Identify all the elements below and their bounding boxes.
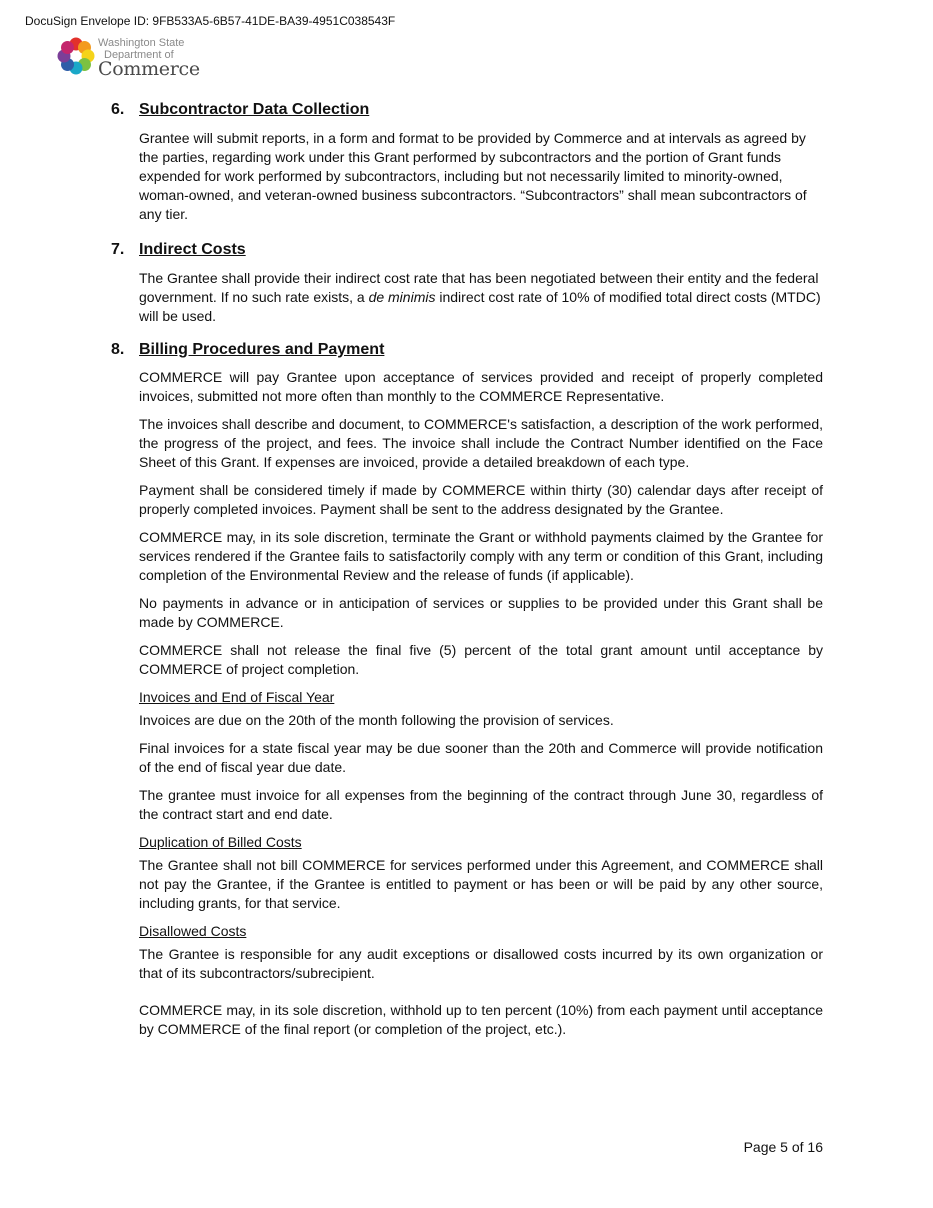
section-6 <box>111 101 823 224</box>
paragraph: Final invoices for a state fiscal year may be due sooner than the 20th and Commerce will provide notification of the end of fiscal year due date. <box>139 740 823 775</box>
section-number: 6. <box>111 101 125 118</box>
paragraph: The invoices shall describe and document, to COMMERCE's satisfaction, a description of the work performed, the progress of the project, and fees. The invoice shall include the Contract Number identified on the Face Sheet of this Grant. If expenses are invoiced, provide a detailed breakdown of each type. <box>139 416 823 470</box>
subsection-heading: Invoices and End of Fiscal Year <box>139 689 335 705</box>
logo-petal <box>61 41 74 54</box>
section-heading <box>111 341 823 359</box>
section-number: 7. <box>111 241 125 258</box>
commerce-logo-icon <box>56 36 96 76</box>
paragraph: COMMERCE may, in its sole discretion, terminate the Grant or withhold payments claimed by the Grantee for services rendered if the Grantee fails to satisfactorily comply with any term or condition of this Grant, including completion of the Environmental Review and the release of funds (if applicable). <box>139 529 823 583</box>
logo-line-3: Commerce <box>98 58 200 80</box>
paragraph: Payment shall be considered timely if made by COMMERCE within thirty (30) calendar days after receipt of properly completed invoices. Payment shall be sent to the address designated by the Grantee. <box>139 482 823 517</box>
section-7 <box>111 241 823 326</box>
section-number: 8. <box>111 341 125 358</box>
page-number: Page 5 of 16 <box>743 1139 823 1155</box>
paragraph: No payments in advance or in anticipation of services or supplies to be provided under this Grant shall be made by COMMERCE. <box>139 595 823 630</box>
paragraph: The Grantee shall not bill COMMERCE for services performed under this Agreement, and COMMERCE shall not pay the Grantee, if the Grantee is entitled to payment or has been or will be paid by any other source, including grants, for that service. <box>139 857 823 911</box>
docusign-envelope-id: DocuSign Envelope ID: 9FB533A5-6B57-41DE-BA39-4951C038543F <box>25 14 396 28</box>
section-heading <box>111 101 823 119</box>
logo-line-2: Department of <box>104 49 174 61</box>
logo-line-1: Washington State <box>98 37 185 49</box>
section-title: Billing Procedures and Payment <box>139 341 385 358</box>
paragraph: The Grantee shall provide their indirect cost rate that has been negotiated between their entity and the federal government. If no such rate exists, a de minimis indirect cost rate of 10% of modified total direct costs (MTDC) will be used. <box>139 270 821 324</box>
paragraph: COMMERCE will pay Grantee upon acceptance of services provided and receipt of properly completed invoices, submitted not more often than monthly to the COMMERCE Representative. <box>139 369 823 404</box>
section-heading <box>111 241 823 259</box>
paragraph: The grantee must invoice for all expenses from the beginning of the contract through June 30, regardless of the contract start and end date. <box>139 787 823 822</box>
subsection-heading: Disallowed Costs <box>139 923 247 939</box>
subsection-heading: Duplication of Billed Costs <box>139 834 302 850</box>
section-8 <box>111 341 823 1039</box>
logo-center <box>71 51 81 61</box>
paragraph: COMMERCE may, in its sole discretion, withhold up to ten percent (10%) from each payment until acceptance by COMMERCE of the final report (or completion of the project, etc.). <box>139 1002 823 1037</box>
section-title: Indirect Costs <box>139 241 246 258</box>
paragraph: Grantee will submit reports, in a form and format to be provided by Commerce and at intervals as agreed by the parties, regarding work under this Grant performed by subcontractors and the portion of Grant funds expended for work performed by subcontractors, including but not necessarily limited to minority-owned, woman-owned, and veteran-owned business subcontractors. “Subcontractors” shall mean subcontractors of any tier. <box>139 130 807 222</box>
paragraph: Invoices are due on the 20th of the month following the provision of services. <box>139 712 614 728</box>
paragraph: The Grantee is responsible for any audit exceptions or disallowed costs incurred by its own organization or that of its subcontractors/subrecipient. <box>139 946 823 981</box>
document-content <box>111 101 823 1039</box>
paragraph: COMMERCE shall not release the final five (5) percent of the total grant amount until acceptance by COMMERCE of project completion. <box>139 642 823 677</box>
section-title: Subcontractor Data Collection <box>139 101 370 118</box>
commerce-logo <box>56 36 200 80</box>
